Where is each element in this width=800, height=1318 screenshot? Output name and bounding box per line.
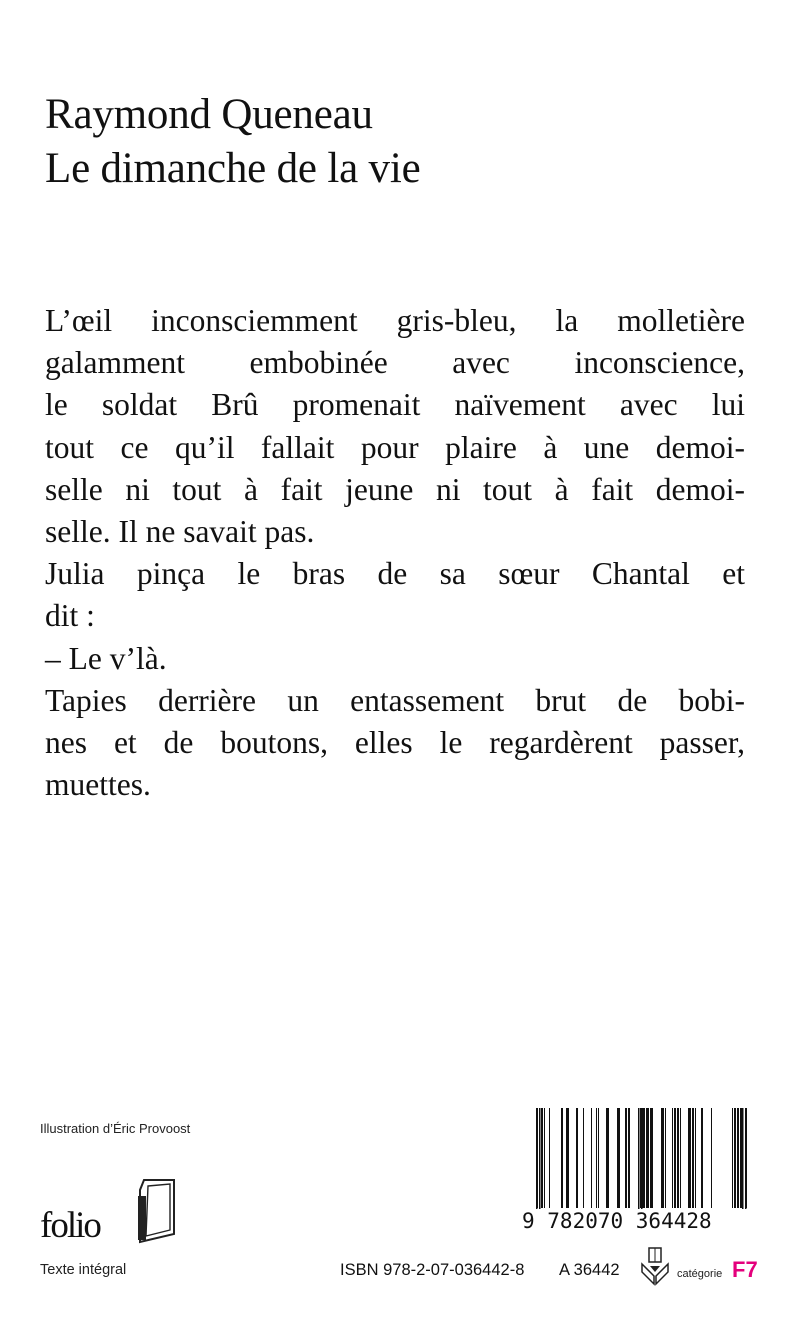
blurb-line: Julia pinça le bras de sa sœur Chantal et <box>45 556 745 592</box>
barcode-guard-bar <box>536 1108 538 1218</box>
barcode-digits: 9 782070 364428 <box>522 1209 760 1233</box>
blurb-text <box>45 300 745 806</box>
folio-wordmark: folio <box>40 1205 100 1246</box>
barcode-bar <box>646 1108 649 1208</box>
barcode-guard-bar <box>745 1108 747 1218</box>
gallimard-logo-icon <box>640 1246 670 1286</box>
category-label: catégorie <box>677 1268 723 1280</box>
barcode-bar <box>734 1108 736 1208</box>
blurb-line: le soldat Brû promenait naïvement avec lui <box>45 387 745 423</box>
folio-page-icon <box>130 1176 178 1244</box>
texte-integral-label: Texte intégral <box>40 1262 127 1278</box>
category-code: F7 <box>732 1257 758 1282</box>
barcode-bar <box>680 1108 681 1208</box>
barcode-bar <box>711 1108 712 1208</box>
blurb-line: – Le v’là. <box>45 640 167 676</box>
barcode-bar <box>674 1108 676 1208</box>
folio-logo <box>40 1168 190 1248</box>
barcode-bars <box>522 1108 760 1220</box>
barcode <box>522 1108 760 1243</box>
barcode-bar <box>665 1108 666 1208</box>
barcode-bar <box>606 1108 609 1208</box>
barcode-bar <box>737 1108 739 1208</box>
isbn-number: ISBN 978-2-07-036442-8 <box>340 1261 525 1279</box>
barcode-bar <box>688 1108 691 1208</box>
barcode-bar <box>640 1108 641 1208</box>
barcode-bar <box>591 1108 592 1208</box>
blurb-line: Tapies derrière un entassement brut de bobi- <box>45 682 745 718</box>
barcode-bar <box>541 1108 543 1208</box>
barcode-bar <box>561 1108 563 1208</box>
barcode-bar <box>661 1108 664 1208</box>
barcode-guard-bar <box>539 1108 541 1218</box>
book-header <box>45 88 745 196</box>
blurb-line: tout ce qu’il fallait pour plaire à une demoi- <box>45 429 745 465</box>
barcode-bar <box>544 1108 545 1208</box>
blurb-line: dit : <box>45 598 95 634</box>
barcode-guard-bar <box>641 1108 643 1218</box>
barcode-bar <box>672 1108 673 1208</box>
blurb-line: selle. Il ne savait pas. <box>45 514 315 550</box>
blurb-line: muettes. <box>45 767 151 803</box>
barcode-bar <box>677 1108 679 1208</box>
barcode-guard-bar <box>638 1108 640 1218</box>
blurb-line: L’œil inconsciemment gris-bleu, la molletière <box>45 303 745 338</box>
barcode-bar <box>598 1108 599 1208</box>
barcode-bar <box>566 1108 569 1208</box>
book-title: Le dimanche de la vie <box>45 145 421 192</box>
barcode-bar <box>650 1108 653 1208</box>
barcode-bar <box>583 1108 584 1208</box>
barcode-bar <box>701 1108 703 1208</box>
author-name: Raymond Queneau <box>45 91 373 138</box>
barcode-bar <box>625 1108 627 1208</box>
blurb-line: nes et de boutons, elles le regardèrent passer, <box>45 725 745 761</box>
barcode-bar <box>692 1108 694 1208</box>
barcode-bar <box>596 1108 597 1208</box>
blurb-line: galamment embobinée avec inconscience, <box>45 345 745 381</box>
blurb-line: selle ni tout à fait jeune ni tout à fait demoi- <box>45 471 745 507</box>
barcode-guard-bar <box>742 1108 744 1218</box>
reference-code: A 36442 <box>559 1261 620 1279</box>
barcode-bar <box>576 1108 578 1208</box>
illustration-credit: Illustration d’Éric Provoost <box>40 1121 191 1136</box>
barcode-bar <box>617 1108 620 1208</box>
barcode-bar <box>695 1108 696 1208</box>
barcode-bar <box>732 1108 733 1208</box>
barcode-bar <box>549 1108 550 1208</box>
barcode-bar <box>628 1108 630 1208</box>
